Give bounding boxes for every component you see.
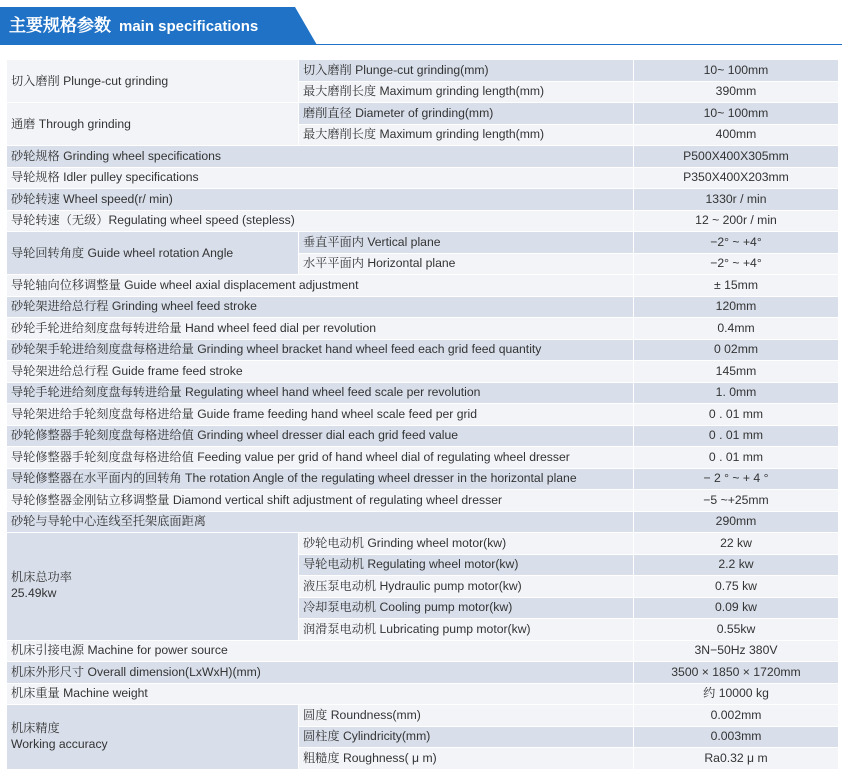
row-label: 圆度 Roundness(mm) [299, 705, 634, 727]
row-label: 磨削直径 Diameter of grinding(mm) [299, 103, 634, 125]
row-value: −2° ~ +4° [634, 253, 839, 275]
row-value: ± 15mm [634, 275, 839, 297]
row-value: 10~ 100mm [634, 60, 839, 82]
group-label-guide-angle: 导轮回转角度 Guide wheel rotation Angle [7, 232, 299, 275]
row-label: 机床引接电源 Machine for power source [7, 640, 634, 662]
table-row [7, 232, 839, 254]
row-value: 3N−50Hz 380V [634, 640, 839, 662]
specifications-table [6, 59, 839, 770]
table-row [7, 60, 839, 82]
row-label: 导轮修整器手轮刻度盘每格进给值 Feeding value per grid of hand wheel dial of regulating wheel dresser [7, 447, 634, 469]
row-label: 砂轮与导轮中心连线至托架底面距离 [7, 511, 634, 533]
row-value: 0 . 01 mm [634, 447, 839, 469]
row-label: 水平平面内 Horizontal plane [299, 253, 634, 275]
row-value: 120mm [634, 296, 839, 318]
section-header [0, 0, 842, 48]
accuracy-group-cn: 机床精度 [11, 720, 60, 735]
row-label: 砂轮手轮进给刻度盘每转进给量 Hand wheel feed dial per revolution [7, 318, 634, 340]
table-row [7, 640, 839, 662]
row-label: 垂直平面内 Vertical plane [299, 232, 634, 254]
row-value: 400mm [634, 124, 839, 146]
row-label: 导轮手轮进给刻度盘每转进给量 Regulating wheel hand wheel feed scale per revolution [7, 382, 634, 404]
row-value: P500X400X305mm [634, 146, 839, 168]
group-label-plunge: 切入磨削 Plunge-cut grinding [7, 60, 299, 103]
row-value: 0.09 kw [634, 597, 839, 619]
row-label: 导轮修整器在水平面内的回转角 The rotation Angle of the regulating wheel dresser in the horizontal plane [7, 468, 634, 490]
row-label: 砂轮架手轮进给刻度盘每格进给量 Grinding wheel bracket hand wheel feed each grid feed quantity [7, 339, 634, 361]
title-cn: 主要规格参数 [9, 16, 111, 35]
group-label-power [7, 533, 299, 641]
row-value: 1330r / min [634, 189, 839, 211]
row-label: 润滑泵电动机 Lubricating pump motor(kw) [299, 619, 634, 641]
row-label: 导轮轴向位移调整量 Guide wheel axial displacement adjustment [7, 275, 634, 297]
row-value: P350X400X203mm [634, 167, 839, 189]
row-value: 12 ~ 200r / min [634, 210, 839, 232]
table-row [7, 533, 839, 555]
row-label: 砂轮规格 Grinding wheel specifications [7, 146, 634, 168]
row-label: 最大磨削长度 Maximum grinding length(mm) [299, 81, 634, 103]
row-value: 145mm [634, 361, 839, 383]
row-label: 圆柱度 Cylindricity(mm) [299, 726, 634, 748]
row-label: 导轮修整器金刚钻立移调整量 Diamond vertical shift adjustment of regulating wheel dresser [7, 490, 634, 512]
row-value: 1. 0mm [634, 382, 839, 404]
row-label: 砂轮修整器手轮刻度盘每格进给值 Grinding wheel dresser dial each grid feed value [7, 425, 634, 447]
row-label: 导轮架进给总行程 Guide frame feed stroke [7, 361, 634, 383]
table-row [7, 705, 839, 727]
row-value: 0 . 01 mm [634, 425, 839, 447]
row-label: 砂轮架进给总行程 Grinding wheel feed stroke [7, 296, 634, 318]
row-value: 3500 × 1850 × 1720mm [634, 662, 839, 684]
group-label-accuracy [7, 705, 299, 770]
row-label: 粗糙度 Roughness( μ m) [299, 748, 634, 770]
row-value: −2° ~ +4° [634, 232, 839, 254]
row-label: 最大磨削长度 Maximum grinding length(mm) [299, 124, 634, 146]
table-row [7, 382, 839, 404]
row-label: 导轮规格 Idler pulley specifications [7, 167, 634, 189]
row-label: 导轮电动机 Regulating wheel motor(kw) [299, 554, 634, 576]
header-underline [0, 44, 842, 45]
accuracy-group-en: Working accuracy [11, 736, 108, 751]
page-title [9, 7, 258, 45]
row-label: 导轮架进给手轮刻度盘每格进给量 Guide frame feeding hand wheel scale feed per grid [7, 404, 634, 426]
row-value: 0.4mm [634, 318, 839, 340]
row-value: Ra0.32 μ m [634, 748, 839, 770]
row-value: 290mm [634, 511, 839, 533]
row-value: 0 02mm [634, 339, 839, 361]
row-value: 0.55kw [634, 619, 839, 641]
table-row [7, 146, 839, 168]
table-row [7, 339, 839, 361]
row-value: 390mm [634, 81, 839, 103]
row-value: 0.003mm [634, 726, 839, 748]
table-row [7, 318, 839, 340]
row-value: 10~ 100mm [634, 103, 839, 125]
row-value: − 2 ° ~ + 4 ° [634, 468, 839, 490]
table-row [7, 468, 839, 490]
table-row [7, 210, 839, 232]
row-label: 冷却泵电动机 Cooling pump motor(kw) [299, 597, 634, 619]
title-en: main specifications [119, 18, 259, 35]
table-row [7, 662, 839, 684]
table-row [7, 361, 839, 383]
table-row [7, 103, 839, 125]
row-value: 2.2 kw [634, 554, 839, 576]
row-label: 机床重量 Machine weight [7, 683, 634, 705]
power-group-total: 25.49kw [11, 586, 57, 601]
row-label: 切入磨削 Plunge-cut grinding(mm) [299, 60, 634, 82]
row-value: −5 ~+25mm [634, 490, 839, 512]
row-label: 液压泵电动机 Hydraulic pump motor(kw) [299, 576, 634, 598]
table-row [7, 425, 839, 447]
table-row [7, 167, 839, 189]
table-row [7, 447, 839, 469]
row-label: 砂轮转速 Wheel speed(r/ min) [7, 189, 634, 211]
row-label: 砂轮电动机 Grinding wheel motor(kw) [299, 533, 634, 555]
row-value: 0 . 01 mm [634, 404, 839, 426]
table-row [7, 490, 839, 512]
table-row [7, 404, 839, 426]
row-label: 导轮转速（无级）Regulating wheel speed (stepless) [7, 210, 634, 232]
power-group-title: 机床总功率 [11, 570, 72, 585]
row-value: 0.002mm [634, 705, 839, 727]
row-label: 机床外形尺寸 Overall dimension(LxWxH)(mm) [7, 662, 634, 684]
group-label-through: 通磨 Through grinding [7, 103, 299, 146]
row-value: 约 10000 kg [634, 683, 839, 705]
row-value: 22 kw [634, 533, 839, 555]
table-row [7, 275, 839, 297]
table-row [7, 296, 839, 318]
row-value: 0.75 kw [634, 576, 839, 598]
table-row [7, 511, 839, 533]
table-row [7, 683, 839, 705]
table-row [7, 189, 839, 211]
